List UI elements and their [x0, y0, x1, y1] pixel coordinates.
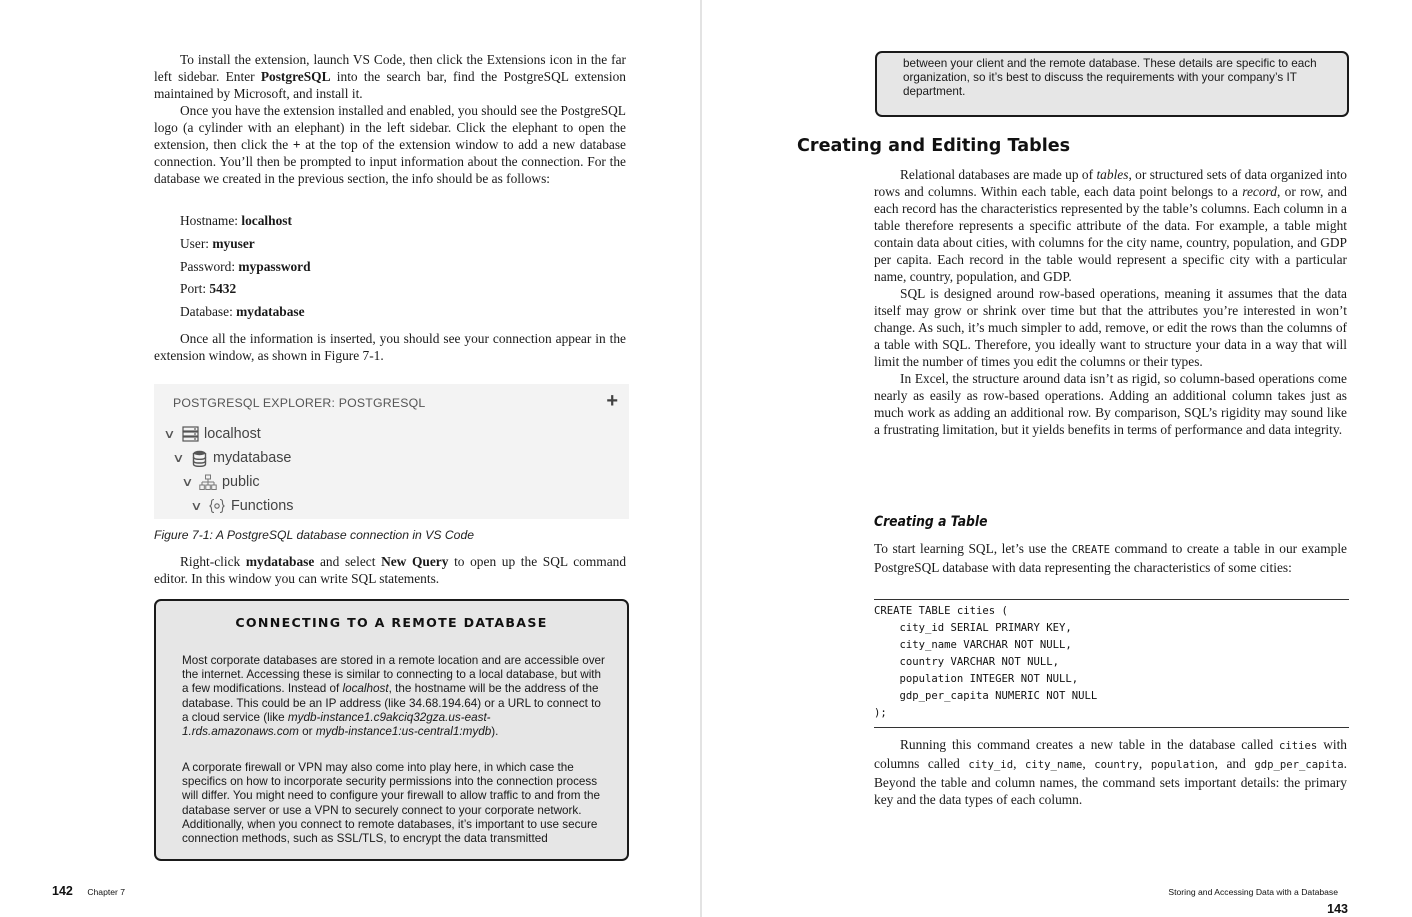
- right-folio: [1148, 882, 1348, 917]
- paragraph-excel: In Excel, the structure around data isn’t as rigid, so column-based operations come nearly as easily as row-based operations. Adding an additional column takes just as much work as adding an additional row. By comparison, SQL’s rigidity may sound like a frustrating limitation, but it yields benefits in terms of performance and data integrity.: [874, 371, 1347, 437]
- sql-code-block: [874, 599, 1349, 728]
- subsection-heading: Creating a Table: [874, 514, 988, 530]
- connection-database: Database: mydatabase: [180, 304, 305, 319]
- paragraph-extension: Once you have the extension installed and enabled, you should see the PostgreSQL logo (a cylinder with an elephant) in the left sidebar. Click the elephant to open the extension, then click the + at the top of the extension window to add a new database connection. You’ll then be prompted to input information about the connection. For the database we created in the previous section, the info should be as follows:: [154, 103, 627, 186]
- sidebar-continued-text: between your client and the remote database. These details are specific to each organization, so it’s best to discuss the requirements with your company’s IT department.: [903, 57, 1317, 99]
- server-icon: [180, 425, 200, 443]
- schema-icon: [198, 473, 218, 491]
- code-line: city_name VARCHAR NOT NULL,: [874, 639, 1072, 651]
- code-line: city_id SERIAL PRIMARY KEY,: [874, 622, 1072, 634]
- chevron-down-icon[interactable]: ∨: [163, 427, 176, 441]
- tree-item-functions[interactable]: [190, 496, 294, 516]
- remote-database-sidebar-continued: [875, 51, 1349, 117]
- sidebar-paragraph-1: Most corporate databases are stored in a remote location and are accessible over the internet. Accessing these is similar to connecting to a local database, but with a few modifications. Instead of localhost, the hostname will be the address of the database. This could be an IP address (like 34.68.194.64) or a URL to connect to a cloud service (like mydb-instance1.c9akciq32gza.us-east-1.rds.amazonaws.com or mydb-instance1:us-central1:mydb).: [182, 654, 605, 739]
- tree-item-localhost[interactable]: [163, 424, 261, 444]
- connection-password: Password: mypassword: [180, 259, 311, 274]
- figure-caption: Figure 7-1: A PostgreSQL database connection in VS Code: [154, 528, 475, 542]
- sidebar-title: CONNECTING TO A REMOTE DATABASE: [235, 615, 548, 630]
- paragraph-install: To install the extension, launch VS Code, then click the Extensions icon in the far left sidebar. Enter PostgreSQL into the search bar, find the PostgreSQL extension maintained by Microsoft, and install it.: [154, 52, 626, 101]
- database-icon: [189, 449, 209, 467]
- code-line: CREATE TABLE cities (: [874, 605, 1008, 617]
- functions-icon: [207, 497, 227, 515]
- paragraph-running-command: Running this command creates a new table in the database called cities with columns called city_id, city_name, country, population, and gdp_per_capita. Beyond the table and column names, the command sets important details: the primary key and the data types of each column.: [874, 737, 1347, 807]
- connection-hostname: Hostname: localhost: [180, 213, 292, 228]
- chapter-label: Chapter 7: [87, 887, 126, 897]
- section-paragraphs: [874, 166, 1347, 438]
- tree-item-mydatabase[interactable]: [172, 448, 292, 468]
- running-head: Storing and Accessing Data with a Database: [1168, 887, 1338, 897]
- tree-label: mydatabase: [213, 450, 292, 466]
- code-line: gdp_per_capita NUMERIC NOT NULL: [874, 690, 1098, 702]
- paragraph-connection-appears: Once all the information is inserted, you should see your connection appear in the extension window, as shown in Figure 7-1.: [154, 331, 626, 363]
- chevron-down-icon[interactable]: ∨: [172, 451, 185, 465]
- paragraph-create-intro: To start learning SQL, let’s use the CREATE command to create a table in our example PostgreSQL database with data representing the characteristics of some cities:: [874, 541, 1348, 575]
- right-page: [702, 0, 1412, 917]
- postgresql-explorer-panel: [154, 384, 629, 519]
- intro-paragraphs: [154, 51, 626, 187]
- connection-user: User: myuser: [180, 236, 255, 251]
- chevron-down-icon[interactable]: ∨: [190, 499, 203, 513]
- tree-label: Functions: [231, 498, 294, 514]
- page-number: 142: [52, 884, 73, 898]
- chevron-down-icon[interactable]: ∨: [181, 475, 194, 489]
- tree-label: localhost: [204, 426, 261, 442]
- paragraph-tables: Relational databases are made up of tables, or structured sets of data organized into rows and columns. Within each table, each data point belongs to a record, or row, and each record has the characteristics represented by the table’s columns. Each column in a table therefore represents a specific attribute of the data. For example, a table might contain data about cities, with columns for the city name, country, population, and GDP per capita. Each record in the table would represent a specific city with a particular name, country, population, and GDP.: [874, 167, 1347, 284]
- connection-port: Port: 5432: [180, 281, 237, 296]
- paragraph-row-based: SQL is designed around row-based operations, meaning it assumes that the data itself may grow or shrink over time but that the attributes you’re interested in won’t change. As such, it’s much simpler to add, remove, or edit the rows than the columns of a table with SQL. Therefore, you ideally want to structure your data in a way that will limit the number of times you edit the columns or their types.: [874, 286, 1347, 369]
- code-line: population INTEGER NOT NULL,: [874, 673, 1079, 685]
- explorer-header: POSTGRESQL EXPLORER: POSTGRESQL: [173, 396, 426, 410]
- left-folio: [52, 882, 125, 900]
- left-page: [0, 0, 700, 917]
- paragraph-new-query: Right-click mydatabase and select New Query to open up the SQL command editor. In this window you can write SQL statements.: [154, 554, 627, 586]
- tree-item-public[interactable]: [181, 472, 260, 492]
- add-connection-icon[interactable]: +: [606, 390, 618, 412]
- tree-label: public: [222, 474, 260, 490]
- section-heading: Creating and Editing Tables: [797, 136, 1071, 156]
- code-line: );: [874, 707, 887, 719]
- remote-database-sidebar: [154, 599, 629, 861]
- code-line: country VARCHAR NOT NULL,: [874, 656, 1059, 668]
- sidebar-paragraph-2: A corporate firewall or VPN may also come into play here, in which case the specifics on how to incorporate security permissions into the connection process will differ. You might need to configure your firewall to allow traffic to and from the database server or use a VPN to securely connect to your corporate network. Additionally, when you connect to remote databases, it’s important to use secure connection methods, such as SSL/TLS, to encrypt the data transmitted: [182, 761, 600, 846]
- page-number: 143: [1327, 902, 1348, 916]
